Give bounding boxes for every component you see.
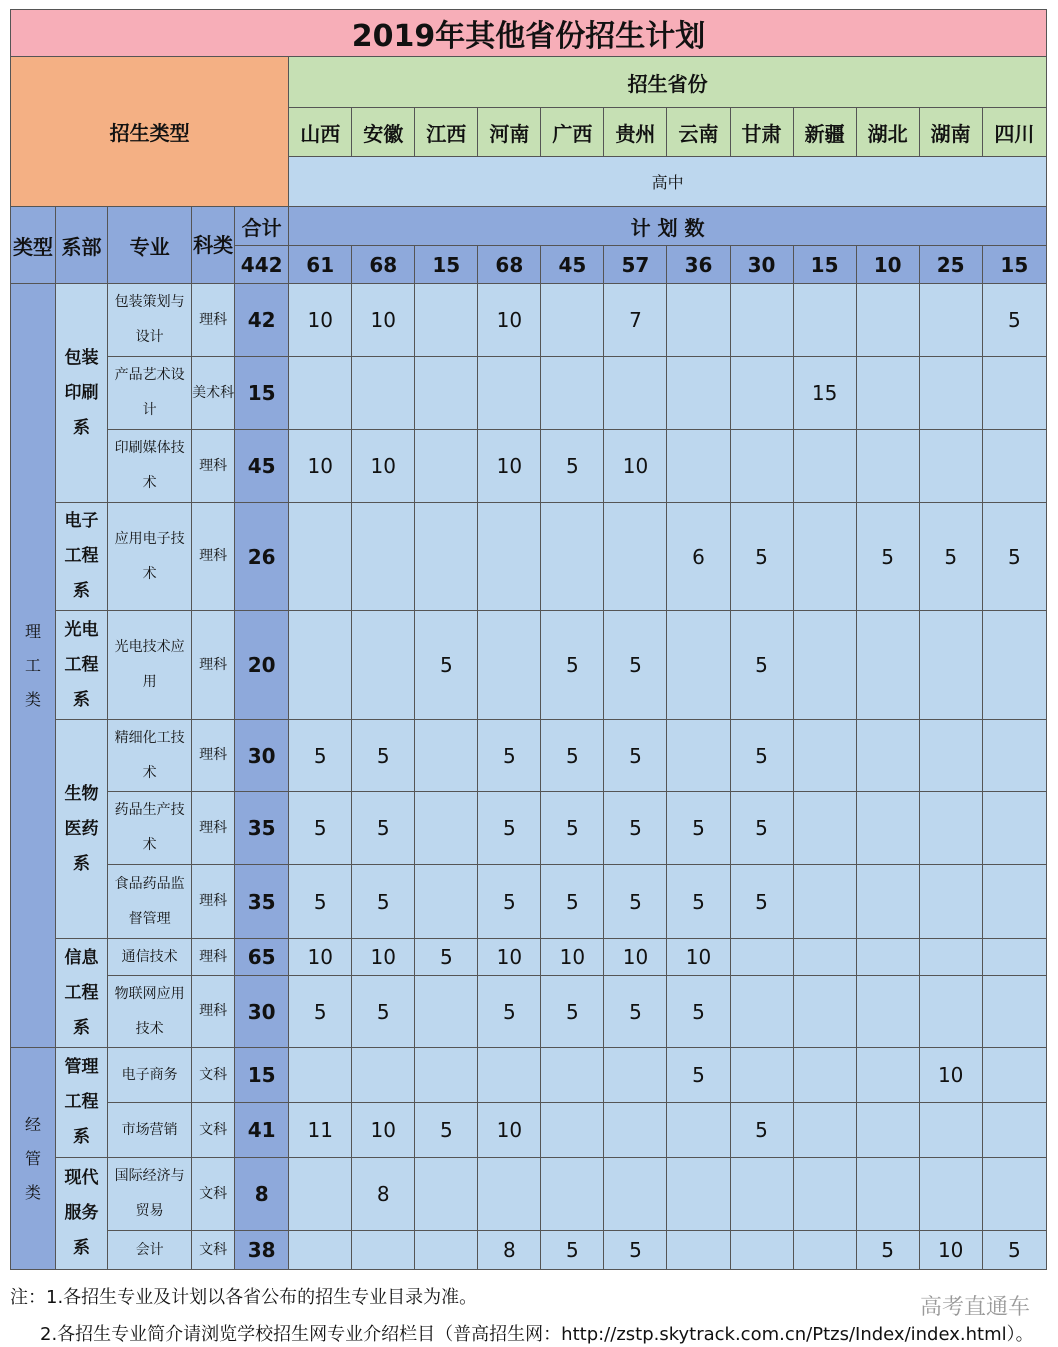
major-cell: 通信技术 bbox=[108, 939, 192, 976]
province-total: 15 bbox=[415, 246, 478, 284]
plan-value-cell: 10 bbox=[919, 1231, 982, 1270]
province-name: 云南 bbox=[667, 108, 730, 157]
province-total: 68 bbox=[478, 246, 541, 284]
plan-value-cell bbox=[415, 792, 478, 865]
plan-value-cell bbox=[604, 1103, 667, 1158]
plan-value-cell: 5 bbox=[541, 611, 604, 720]
plan-value-cell bbox=[352, 503, 415, 611]
province-total: 36 bbox=[667, 246, 730, 284]
row-total-cell: 45 bbox=[235, 430, 289, 503]
subject-cell: 理科 bbox=[192, 720, 235, 792]
subject-cell: 文科 bbox=[192, 1158, 235, 1231]
row-total-cell: 35 bbox=[235, 865, 289, 939]
plan-value-cell: 10 bbox=[919, 1048, 982, 1103]
province-name: 广西 bbox=[541, 108, 604, 157]
plan-value-cell: 10 bbox=[352, 939, 415, 976]
subject-cell: 文科 bbox=[192, 1103, 235, 1158]
plan-value-cell: 5 bbox=[667, 1048, 730, 1103]
plan-value-cell bbox=[352, 357, 415, 430]
plan-value-cell bbox=[478, 1158, 541, 1231]
plan-value-cell: 5 bbox=[856, 1231, 919, 1270]
province-total: 25 bbox=[919, 246, 982, 284]
plan-value-cell: 5 bbox=[415, 611, 478, 720]
plan-value-cell: 10 bbox=[289, 284, 352, 357]
major-cell: 应用电子技术 bbox=[108, 503, 192, 611]
table-row bbox=[11, 357, 1047, 430]
plan-value-cell bbox=[919, 976, 982, 1048]
plan-value-cell: 10 bbox=[541, 939, 604, 976]
plan-value-cell bbox=[982, 976, 1046, 1048]
plan-value-cell: 5 bbox=[604, 720, 667, 792]
plan-value-cell: 5 bbox=[982, 503, 1046, 611]
plan-value-cell bbox=[919, 357, 982, 430]
plan-value-cell: 5 bbox=[478, 976, 541, 1048]
plan-value-cell bbox=[289, 1158, 352, 1231]
major-cell: 国际经济与贸易 bbox=[108, 1158, 192, 1231]
plan-value-cell bbox=[604, 1158, 667, 1231]
plan-value-cell bbox=[478, 357, 541, 430]
plan-value-cell bbox=[856, 865, 919, 939]
plan-value-cell bbox=[982, 1103, 1046, 1158]
plan-value-cell bbox=[856, 611, 919, 720]
plan-value-cell bbox=[667, 430, 730, 503]
plan-value-cell: 5 bbox=[730, 611, 793, 720]
plan-value-cell bbox=[856, 1048, 919, 1103]
table-row bbox=[11, 1103, 1047, 1158]
plan-value-cell bbox=[415, 357, 478, 430]
plan-value-cell bbox=[982, 430, 1046, 503]
plan-value-cell: 5 bbox=[415, 939, 478, 976]
total-column-header: 合计 bbox=[235, 207, 289, 246]
table-row bbox=[11, 611, 1047, 720]
plan-value-cell bbox=[667, 357, 730, 430]
major-cell: 电子商务 bbox=[108, 1048, 192, 1103]
major-cell: 食品药品监督管理 bbox=[108, 865, 192, 939]
province-total: 10 bbox=[856, 246, 919, 284]
department-cell: 包装印刷系 bbox=[56, 284, 108, 503]
plan-value-cell bbox=[793, 284, 856, 357]
plan-value-cell: 5 bbox=[667, 976, 730, 1048]
plan-value-cell bbox=[541, 1103, 604, 1158]
subject-cell: 文科 bbox=[192, 1231, 235, 1270]
province-name: 湖北 bbox=[856, 108, 919, 157]
plan-value-cell bbox=[667, 611, 730, 720]
plan-value-cell: 10 bbox=[604, 430, 667, 503]
row-total-cell: 35 bbox=[235, 792, 289, 865]
province-total: 15 bbox=[793, 246, 856, 284]
major-cell: 印刷媒体技术 bbox=[108, 430, 192, 503]
province-total: 30 bbox=[730, 246, 793, 284]
subject-cell: 理科 bbox=[192, 865, 235, 939]
plan-value-cell bbox=[478, 1048, 541, 1103]
plan-value-cell bbox=[730, 1158, 793, 1231]
plan-value-cell bbox=[793, 430, 856, 503]
table-row bbox=[11, 284, 1047, 357]
category-cell: 经管类 bbox=[11, 1048, 56, 1270]
plan-value-cell bbox=[541, 1048, 604, 1103]
plan-value-cell bbox=[982, 1048, 1046, 1103]
plan-value-cell bbox=[730, 430, 793, 503]
watermark: 高考直通车 bbox=[919, 1295, 1030, 1320]
plan-value-cell: 5 bbox=[478, 720, 541, 792]
plan-value-cell bbox=[541, 284, 604, 357]
subject-cell: 美术科 bbox=[192, 357, 235, 430]
province-name: 河南 bbox=[478, 108, 541, 157]
plan-value-cell bbox=[289, 503, 352, 611]
grand-total: 442 bbox=[235, 246, 289, 284]
department-cell: 光电工程系 bbox=[56, 611, 108, 720]
plan-value-cell: 15 bbox=[793, 357, 856, 430]
plan-value-cell bbox=[982, 611, 1046, 720]
plan-value-cell bbox=[352, 611, 415, 720]
subject-cell: 理科 bbox=[192, 611, 235, 720]
plan-value-cell bbox=[604, 357, 667, 430]
plan-value-cell: 6 bbox=[667, 503, 730, 611]
plan-value-cell bbox=[415, 503, 478, 611]
subject-cell: 理科 bbox=[192, 939, 235, 976]
table-row bbox=[11, 1231, 1047, 1270]
plan-value-cell: 10 bbox=[478, 430, 541, 503]
plan-value-cell: 5 bbox=[541, 430, 604, 503]
plan-value-cell bbox=[793, 939, 856, 976]
subject-cell: 文科 bbox=[192, 1048, 235, 1103]
note-line-2: 2.各招生专业简介请浏览学校招生网专业介绍栏目（普高招生网：http://zstp.skytrack.com.cn/Ptzs/Index/index.html）。 bbox=[40, 1324, 1034, 1345]
plan-value-cell bbox=[667, 1103, 730, 1158]
plan-value-cell: 10 bbox=[352, 430, 415, 503]
plan-value-cell bbox=[793, 1048, 856, 1103]
plan-value-cell: 5 bbox=[541, 865, 604, 939]
plan-value-cell bbox=[541, 503, 604, 611]
plan-value-cell bbox=[793, 1158, 856, 1231]
plan-value-cell bbox=[289, 611, 352, 720]
department-column-header: 系部 bbox=[56, 207, 108, 284]
plan-value-cell bbox=[415, 865, 478, 939]
plan-value-cell bbox=[856, 939, 919, 976]
subject-cell: 理科 bbox=[192, 430, 235, 503]
plan-value-cell bbox=[289, 1231, 352, 1270]
plan-value-cell: 7 bbox=[604, 284, 667, 357]
plan-value-cell: 5 bbox=[919, 503, 982, 611]
department-cell: 现代服务系 bbox=[56, 1158, 108, 1270]
row-total-cell: 15 bbox=[235, 1048, 289, 1103]
province-name: 甘肃 bbox=[730, 108, 793, 157]
plan-value-cell: 5 bbox=[856, 503, 919, 611]
plan-value-cell bbox=[415, 1048, 478, 1103]
plan-value-cell bbox=[415, 1158, 478, 1231]
subject-cell: 理科 bbox=[192, 503, 235, 611]
plan-value-cell bbox=[730, 1231, 793, 1270]
province-name: 湖南 bbox=[919, 108, 982, 157]
table-row bbox=[11, 792, 1047, 865]
plan-value-cell: 5 bbox=[730, 503, 793, 611]
plan-value-cell: 5 bbox=[604, 792, 667, 865]
category-column-header: 类型 bbox=[11, 207, 56, 284]
plan-value-cell bbox=[919, 1103, 982, 1158]
plan-value-cell bbox=[793, 1231, 856, 1270]
plan-value-cell bbox=[541, 1158, 604, 1231]
plan-value-cell bbox=[856, 430, 919, 503]
major-cell: 物联网应用技术 bbox=[108, 976, 192, 1048]
plan-value-cell: 10 bbox=[604, 939, 667, 976]
table-row bbox=[11, 976, 1047, 1048]
plan-value-cell: 5 bbox=[730, 720, 793, 792]
plan-value-cell: 5 bbox=[289, 865, 352, 939]
plan-value-cell: 5 bbox=[982, 284, 1046, 357]
plan-value-cell bbox=[919, 720, 982, 792]
plan-value-cell: 5 bbox=[352, 976, 415, 1048]
plan-value-cell: 5 bbox=[289, 792, 352, 865]
plan-value-cell: 10 bbox=[478, 1103, 541, 1158]
plan-value-cell: 10 bbox=[352, 284, 415, 357]
plan-value-cell bbox=[415, 1231, 478, 1270]
plan-value-cell: 5 bbox=[415, 1103, 478, 1158]
subject-cell: 理科 bbox=[192, 792, 235, 865]
plan-value-cell bbox=[919, 865, 982, 939]
major-cell: 市场营销 bbox=[108, 1103, 192, 1158]
province-total: 15 bbox=[982, 246, 1046, 284]
plan-value-cell: 5 bbox=[604, 611, 667, 720]
plan-value-cell bbox=[415, 976, 478, 1048]
plan-value-cell bbox=[982, 357, 1046, 430]
row-total-cell: 42 bbox=[235, 284, 289, 357]
plan-value-cell bbox=[919, 430, 982, 503]
plan-value-cell bbox=[730, 284, 793, 357]
plan-value-cell bbox=[730, 1048, 793, 1103]
plan-value-cell bbox=[856, 720, 919, 792]
plan-value-cell bbox=[793, 503, 856, 611]
enrollment-plan-table bbox=[10, 9, 1047, 1270]
plan-value-cell bbox=[919, 284, 982, 357]
plan-value-cell bbox=[667, 284, 730, 357]
major-cell: 光电技术应用 bbox=[108, 611, 192, 720]
plan-value-cell: 5 bbox=[478, 792, 541, 865]
plan-value-cell: 5 bbox=[478, 865, 541, 939]
major-cell: 药品生产技术 bbox=[108, 792, 192, 865]
plan-value-cell bbox=[982, 792, 1046, 865]
subject-cell: 理科 bbox=[192, 976, 235, 1048]
page-title: 2019年其他省份招生计划 bbox=[11, 10, 1047, 57]
department-cell: 管理工程系 bbox=[56, 1048, 108, 1158]
province-name: 四川 bbox=[982, 108, 1046, 157]
plan-value-cell bbox=[856, 1158, 919, 1231]
education-level: 高中 bbox=[289, 157, 1047, 207]
plan-value-cell: 5 bbox=[604, 976, 667, 1048]
plan-value-cell: 10 bbox=[478, 284, 541, 357]
plan-value-cell: 5 bbox=[604, 1231, 667, 1270]
plan-value-cell bbox=[478, 611, 541, 720]
row-total-cell: 65 bbox=[235, 939, 289, 976]
plan-value-cell bbox=[919, 1158, 982, 1231]
plan-value-cell: 5 bbox=[352, 865, 415, 939]
subject-column-header: 科类 bbox=[192, 207, 235, 284]
plan-value-cell bbox=[793, 792, 856, 865]
plan-value-cell: 5 bbox=[289, 976, 352, 1048]
province-total: 68 bbox=[352, 246, 415, 284]
plan-value-cell bbox=[289, 357, 352, 430]
plan-value-cell bbox=[856, 792, 919, 865]
plan-value-cell bbox=[478, 503, 541, 611]
plan-value-cell: 5 bbox=[730, 1103, 793, 1158]
plan-value-cell bbox=[667, 1231, 730, 1270]
table-row bbox=[11, 1048, 1047, 1103]
subject-cell: 理科 bbox=[192, 284, 235, 357]
plan-value-cell bbox=[919, 611, 982, 720]
row-total-cell: 15 bbox=[235, 357, 289, 430]
department-cell: 生物医药系 bbox=[56, 720, 108, 939]
plan-value-cell bbox=[793, 865, 856, 939]
plan-value-cell bbox=[856, 284, 919, 357]
plan-value-cell bbox=[604, 503, 667, 611]
row-total-cell: 8 bbox=[235, 1158, 289, 1231]
plan-value-cell bbox=[793, 611, 856, 720]
plan-value-cell: 5 bbox=[352, 720, 415, 792]
plan-value-cell: 5 bbox=[730, 792, 793, 865]
plan-value-cell bbox=[289, 1048, 352, 1103]
row-total-cell: 26 bbox=[235, 503, 289, 611]
table-row bbox=[11, 1158, 1047, 1231]
row-total-cell: 30 bbox=[235, 720, 289, 792]
plan-value-cell bbox=[604, 1048, 667, 1103]
row-total-cell: 38 bbox=[235, 1231, 289, 1270]
plan-value-cell: 10 bbox=[289, 430, 352, 503]
note-line-1: 注：1.各招生专业及计划以各省公布的招生专业目录为准。 bbox=[10, 1287, 478, 1308]
plan-value-cell: 10 bbox=[478, 939, 541, 976]
department-cell: 信息工程系 bbox=[56, 939, 108, 1048]
plan-value-cell bbox=[793, 720, 856, 792]
plan-value-cell: 5 bbox=[289, 720, 352, 792]
plan-value-cell bbox=[541, 357, 604, 430]
enrollment-type-header: 招生类型 bbox=[11, 57, 289, 207]
table-row bbox=[11, 720, 1047, 792]
row-total-cell: 20 bbox=[235, 611, 289, 720]
plan-value-cell: 5 bbox=[604, 865, 667, 939]
plan-value-cell: 5 bbox=[667, 865, 730, 939]
plan-count-header: 计 划 数 bbox=[289, 207, 1047, 246]
major-column-header: 专业 bbox=[108, 207, 192, 284]
row-total-cell: 41 bbox=[235, 1103, 289, 1158]
plan-value-cell bbox=[982, 865, 1046, 939]
province-name: 江西 bbox=[415, 108, 478, 157]
major-cell: 产品艺术设计 bbox=[108, 357, 192, 430]
table-row bbox=[11, 939, 1047, 976]
plan-value-cell bbox=[730, 939, 793, 976]
province-name: 贵州 bbox=[604, 108, 667, 157]
plan-value-cell bbox=[856, 357, 919, 430]
table-row bbox=[11, 430, 1047, 503]
plan-value-cell bbox=[982, 720, 1046, 792]
plan-value-cell: 5 bbox=[541, 720, 604, 792]
plan-value-cell: 10 bbox=[289, 939, 352, 976]
major-cell: 会计 bbox=[108, 1231, 192, 1270]
plan-value-cell bbox=[667, 1158, 730, 1231]
plan-value-cell: 5 bbox=[541, 1231, 604, 1270]
plan-value-cell bbox=[730, 976, 793, 1048]
table-row bbox=[11, 865, 1047, 939]
plan-value-cell: 11 bbox=[289, 1103, 352, 1158]
plan-value-cell: 5 bbox=[667, 792, 730, 865]
major-cell: 精细化工技术 bbox=[108, 720, 192, 792]
plan-value-cell: 5 bbox=[982, 1231, 1046, 1270]
major-cell: 包装策划与设计 bbox=[108, 284, 192, 357]
row-total-cell: 30 bbox=[235, 976, 289, 1048]
plan-value-cell bbox=[919, 939, 982, 976]
province-name: 山西 bbox=[289, 108, 352, 157]
plan-value-cell: 5 bbox=[352, 792, 415, 865]
plan-value-cell bbox=[730, 357, 793, 430]
plan-value-cell bbox=[856, 1103, 919, 1158]
plan-value-cell bbox=[352, 1231, 415, 1270]
table-row bbox=[11, 503, 1047, 611]
plan-value-cell bbox=[982, 939, 1046, 976]
plan-value-cell bbox=[919, 792, 982, 865]
department-cell: 电子工程系 bbox=[56, 503, 108, 611]
plan-value-cell bbox=[415, 284, 478, 357]
plan-value-cell: 10 bbox=[352, 1103, 415, 1158]
plan-value-cell: 5 bbox=[541, 792, 604, 865]
plan-value-cell: 8 bbox=[352, 1158, 415, 1231]
plan-value-cell: 8 bbox=[478, 1231, 541, 1270]
province-total: 61 bbox=[289, 246, 352, 284]
province-name: 安徽 bbox=[352, 108, 415, 157]
plan-value-cell bbox=[415, 430, 478, 503]
plan-value-cell bbox=[793, 1103, 856, 1158]
plan-value-cell bbox=[856, 976, 919, 1048]
province-name: 新疆 bbox=[793, 108, 856, 157]
plan-value-cell bbox=[793, 976, 856, 1048]
category-cell: 理工类 bbox=[11, 284, 56, 1048]
province-header: 招生省份 bbox=[289, 57, 1047, 108]
plan-value-cell bbox=[982, 1158, 1046, 1231]
plan-value-cell bbox=[667, 720, 730, 792]
plan-value-cell: 5 bbox=[541, 976, 604, 1048]
plan-value-cell bbox=[352, 1048, 415, 1103]
plan-value-cell bbox=[415, 720, 478, 792]
province-total: 45 bbox=[541, 246, 604, 284]
plan-value-cell: 5 bbox=[730, 865, 793, 939]
plan-value-cell: 10 bbox=[667, 939, 730, 976]
province-total: 57 bbox=[604, 246, 667, 284]
